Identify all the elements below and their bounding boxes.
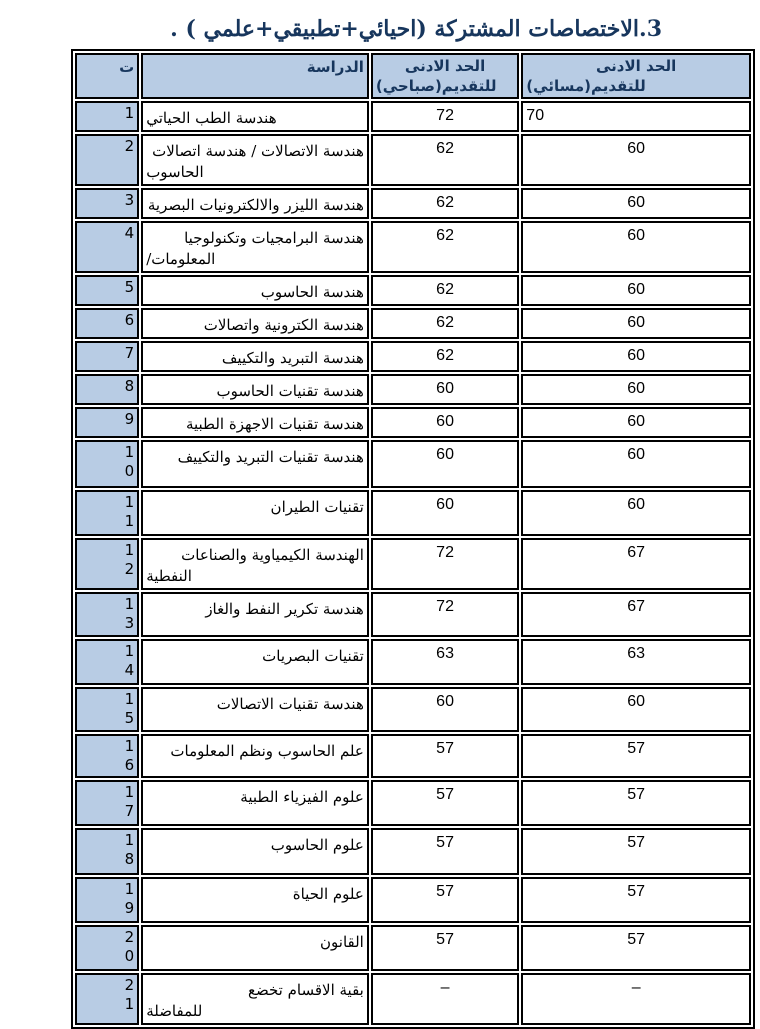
table-row <box>75 687 751 732</box>
row-number-cell <box>75 780 139 826</box>
evening-score-cell: 57 <box>521 780 751 826</box>
study-name-cell <box>141 538 369 590</box>
evening-score-cell: 60 <box>521 221 751 273</box>
row-number-cell <box>75 407 139 438</box>
study-name-cell <box>141 440 369 488</box>
table-row <box>75 877 751 923</box>
row-number-cell <box>75 877 139 923</box>
study-name-cell <box>141 221 369 273</box>
row-number-cell <box>75 440 139 488</box>
study-name-line: هندسة الليزر والالكترونيات البصرية <box>147 196 364 214</box>
study-name-line: هندسة التبريد والتكييف <box>221 349 364 367</box>
row-number-digit: 6 <box>124 756 135 774</box>
table-row <box>75 828 751 875</box>
morning-score-cell: 62 <box>371 341 519 372</box>
row-number-cell <box>75 308 139 339</box>
study-name-line: المعلومات/ <box>146 250 216 268</box>
morning-score-cell: 60 <box>371 687 519 732</box>
table-row <box>75 538 751 590</box>
row-number-digit: 1 <box>124 690 135 708</box>
evening-score-cell: 60 <box>521 134 751 186</box>
row-number-cell <box>75 538 139 590</box>
evening-score-cell: 60 <box>521 275 751 306</box>
row-number-digit: 0 <box>124 947 135 965</box>
row-number-digit: 7 <box>124 802 135 820</box>
morning-score-cell: 62 <box>371 188 519 219</box>
table-row <box>75 639 751 685</box>
row-number-cell <box>75 592 139 637</box>
evening-score-cell: 60 <box>521 374 751 405</box>
table-row <box>75 341 751 372</box>
study-name-line: هندسة تقنيات الاجهزة الطبية <box>185 415 364 433</box>
row-number-digit: 1 <box>124 880 135 898</box>
morning-score-cell: 60 <box>371 490 519 536</box>
row-number-cell <box>75 734 139 778</box>
row-number-cell <box>75 374 139 405</box>
study-name-line: تقنيات الطيران <box>270 498 364 516</box>
row-number-digit: 2 <box>124 976 135 994</box>
row-number-digit: 9 <box>124 899 135 917</box>
morning-score-cell: 57 <box>371 925 519 971</box>
morning-score-cell: – <box>371 973 519 1025</box>
study-name-cell <box>141 374 369 405</box>
morning-score-cell: 57 <box>371 877 519 923</box>
morning-score-cell: 60 <box>371 374 519 405</box>
row-number-digit: 1 <box>124 831 135 849</box>
table-row <box>75 490 751 536</box>
study-name-cell <box>141 134 369 186</box>
study-name-line: هندسة البرامجيات وتكنولوجيا <box>184 229 364 247</box>
study-name-line: هندسة تقنيات التبريد والتكييف <box>177 448 364 466</box>
study-name-cell <box>141 639 369 685</box>
table-row <box>75 188 751 219</box>
row-number-digit: 7 <box>124 344 135 362</box>
row-number-digit: 2 <box>124 560 135 578</box>
table-row <box>75 973 751 1025</box>
header-cell-morning-min <box>371 53 519 99</box>
row-number-cell <box>75 134 139 186</box>
row-number-digit: 6 <box>124 311 135 329</box>
row-number-cell <box>75 275 139 306</box>
evening-score-cell: 57 <box>521 828 751 875</box>
row-number-digit: 2 <box>124 928 135 946</box>
row-number-digit: 3 <box>124 614 135 632</box>
evening-score-cell: 57 <box>521 925 751 971</box>
row-number-digit: 0 <box>124 462 135 480</box>
study-name-cell <box>141 734 369 778</box>
header-cell-evening-min <box>521 53 751 99</box>
row-number-cell <box>75 973 139 1025</box>
study-name-cell <box>141 407 369 438</box>
morning-score-cell: 72 <box>371 538 519 590</box>
study-name-cell <box>141 308 369 339</box>
study-name-cell <box>141 877 369 923</box>
document-page <box>0 16 760 1020</box>
row-number-cell <box>75 341 139 372</box>
row-number-cell <box>75 925 139 971</box>
study-name-line: هندسة تكرير النفط والغاز <box>205 600 364 618</box>
evening-score-cell: 67 <box>521 592 751 637</box>
study-name-line: الهندسة الكيمياوية والصناعات <box>181 546 364 564</box>
study-name-line: النفطية <box>146 567 192 585</box>
table-body <box>75 101 751 1025</box>
table-row <box>75 440 751 488</box>
table-row <box>75 275 751 306</box>
admissions-score-table <box>71 49 755 1029</box>
morning-score-cell: 62 <box>371 308 519 339</box>
study-name-cell <box>141 592 369 637</box>
row-number-digit: 3 <box>124 191 135 209</box>
study-name-cell <box>141 828 369 875</box>
row-number-digit: 1 <box>124 493 135 511</box>
morning-score-cell: 72 <box>371 101 519 132</box>
table-row <box>75 221 751 273</box>
row-number-digit: 1 <box>124 595 135 613</box>
study-name-cell <box>141 973 369 1025</box>
morning-score-cell: 57 <box>371 828 519 875</box>
study-name-line: هندسة الكترونية واتصالات <box>203 316 364 334</box>
header-morning-line2: للتقديم(صباحي) <box>375 77 497 95</box>
row-number-cell <box>75 188 139 219</box>
study-name-line: علوم الحياة <box>292 885 364 903</box>
morning-score-cell: 57 <box>371 734 519 778</box>
study-name-line: للمفاضلة <box>146 1002 203 1020</box>
table-row <box>75 780 751 826</box>
morning-score-cell: 60 <box>371 407 519 438</box>
morning-score-cell: 57 <box>371 780 519 826</box>
row-number-cell <box>75 639 139 685</box>
study-name-line: هندسة الطب الحياتي <box>146 109 277 127</box>
evening-score-cell: 60 <box>521 188 751 219</box>
row-number-cell <box>75 221 139 273</box>
morning-score-cell: 63 <box>371 639 519 685</box>
row-number-digit: 2 <box>124 137 135 155</box>
row-number-cell <box>75 828 139 875</box>
morning-score-cell: 72 <box>371 592 519 637</box>
evening-score-cell: 60 <box>521 687 751 732</box>
study-name-line: هندسة الاتصالات / هندسة اتصالات <box>152 142 364 160</box>
study-name-cell <box>141 101 369 132</box>
study-name-cell <box>141 925 369 971</box>
table-row <box>75 925 751 971</box>
study-name-line: تقنيات البصريات <box>262 647 364 665</box>
study-name-line: علم الحاسوب ونظم المعلومات <box>170 742 364 760</box>
row-number-digit: 5 <box>124 278 135 296</box>
study-name-line: هندسة تقنيات الحاسوب <box>216 382 364 400</box>
header-cell-study: الدراسة <box>141 53 369 99</box>
study-name-cell <box>141 275 369 306</box>
study-name-line: هندسة الحاسوب <box>260 283 364 301</box>
row-number-digit: 1 <box>124 737 135 755</box>
row-number-digit: 1 <box>124 783 135 801</box>
row-number-digit: 8 <box>124 850 135 868</box>
row-number-cell <box>75 101 139 132</box>
evening-score-cell: 70 <box>521 101 751 132</box>
study-name-line: الحاسوب <box>146 163 204 181</box>
row-number-digit: 8 <box>124 377 135 395</box>
morning-score-cell: 60 <box>371 440 519 488</box>
row-number-digit: 1 <box>124 541 135 559</box>
row-number-digit: 1 <box>124 995 135 1013</box>
study-name-cell <box>141 687 369 732</box>
evening-score-cell: 57 <box>521 877 751 923</box>
evening-score-cell: 60 <box>521 341 751 372</box>
row-number-digit: 1 <box>124 443 135 461</box>
study-name-cell <box>141 490 369 536</box>
morning-score-cell: 62 <box>371 275 519 306</box>
table-row <box>75 101 751 132</box>
table-row <box>75 734 751 778</box>
morning-score-cell: 62 <box>371 134 519 186</box>
row-number-digit: 5 <box>124 709 135 727</box>
row-number-digit: 9 <box>124 410 135 428</box>
study-name-line: علوم الحاسوب <box>270 836 364 854</box>
header-evening-line1: الحد الادنى <box>596 57 677 75</box>
table-header-row <box>75 53 751 99</box>
study-name-cell <box>141 341 369 372</box>
evening-score-cell: 60 <box>521 490 751 536</box>
evening-score-cell: 67 <box>521 538 751 590</box>
table-row <box>75 407 751 438</box>
table-row <box>75 308 751 339</box>
study-name-line: هندسة تقنيات الاتصالات <box>216 695 364 713</box>
row-number-digit: 1 <box>124 104 135 122</box>
study-name-cell <box>141 780 369 826</box>
evening-score-cell: 63 <box>521 639 751 685</box>
header-morning-line1: الحد الادنى <box>404 57 486 75</box>
evening-score-cell: 57 <box>521 734 751 778</box>
row-number-cell <box>75 490 139 536</box>
row-number-digit: 1 <box>124 512 135 530</box>
row-number-digit: 1 <box>124 642 135 660</box>
row-number-digit: 4 <box>124 661 135 679</box>
study-name-line: القانون <box>320 933 364 951</box>
study-name-cell <box>141 188 369 219</box>
table-row <box>75 592 751 637</box>
study-name-line: بقية الاقسام تخضع <box>248 981 364 999</box>
evening-score-cell: 60 <box>521 440 751 488</box>
morning-score-cell: 62 <box>371 221 519 273</box>
page-title: 3.الاختصاصات المشتركة (احيائي+تطبيقي+علمي ) . <box>170 16 662 42</box>
row-number-digit: 4 <box>124 224 135 242</box>
header-evening-line2: للتقديم(مسائي) <box>526 77 646 95</box>
row-number-cell <box>75 687 139 732</box>
table-row <box>75 134 751 186</box>
evening-score-cell: – <box>521 973 751 1025</box>
header-cell-index: ت <box>75 53 139 99</box>
evening-score-cell: 60 <box>521 407 751 438</box>
evening-score-cell: 60 <box>521 308 751 339</box>
table-row <box>75 374 751 405</box>
study-name-line: علوم الفيزياء الطبية <box>240 788 364 806</box>
